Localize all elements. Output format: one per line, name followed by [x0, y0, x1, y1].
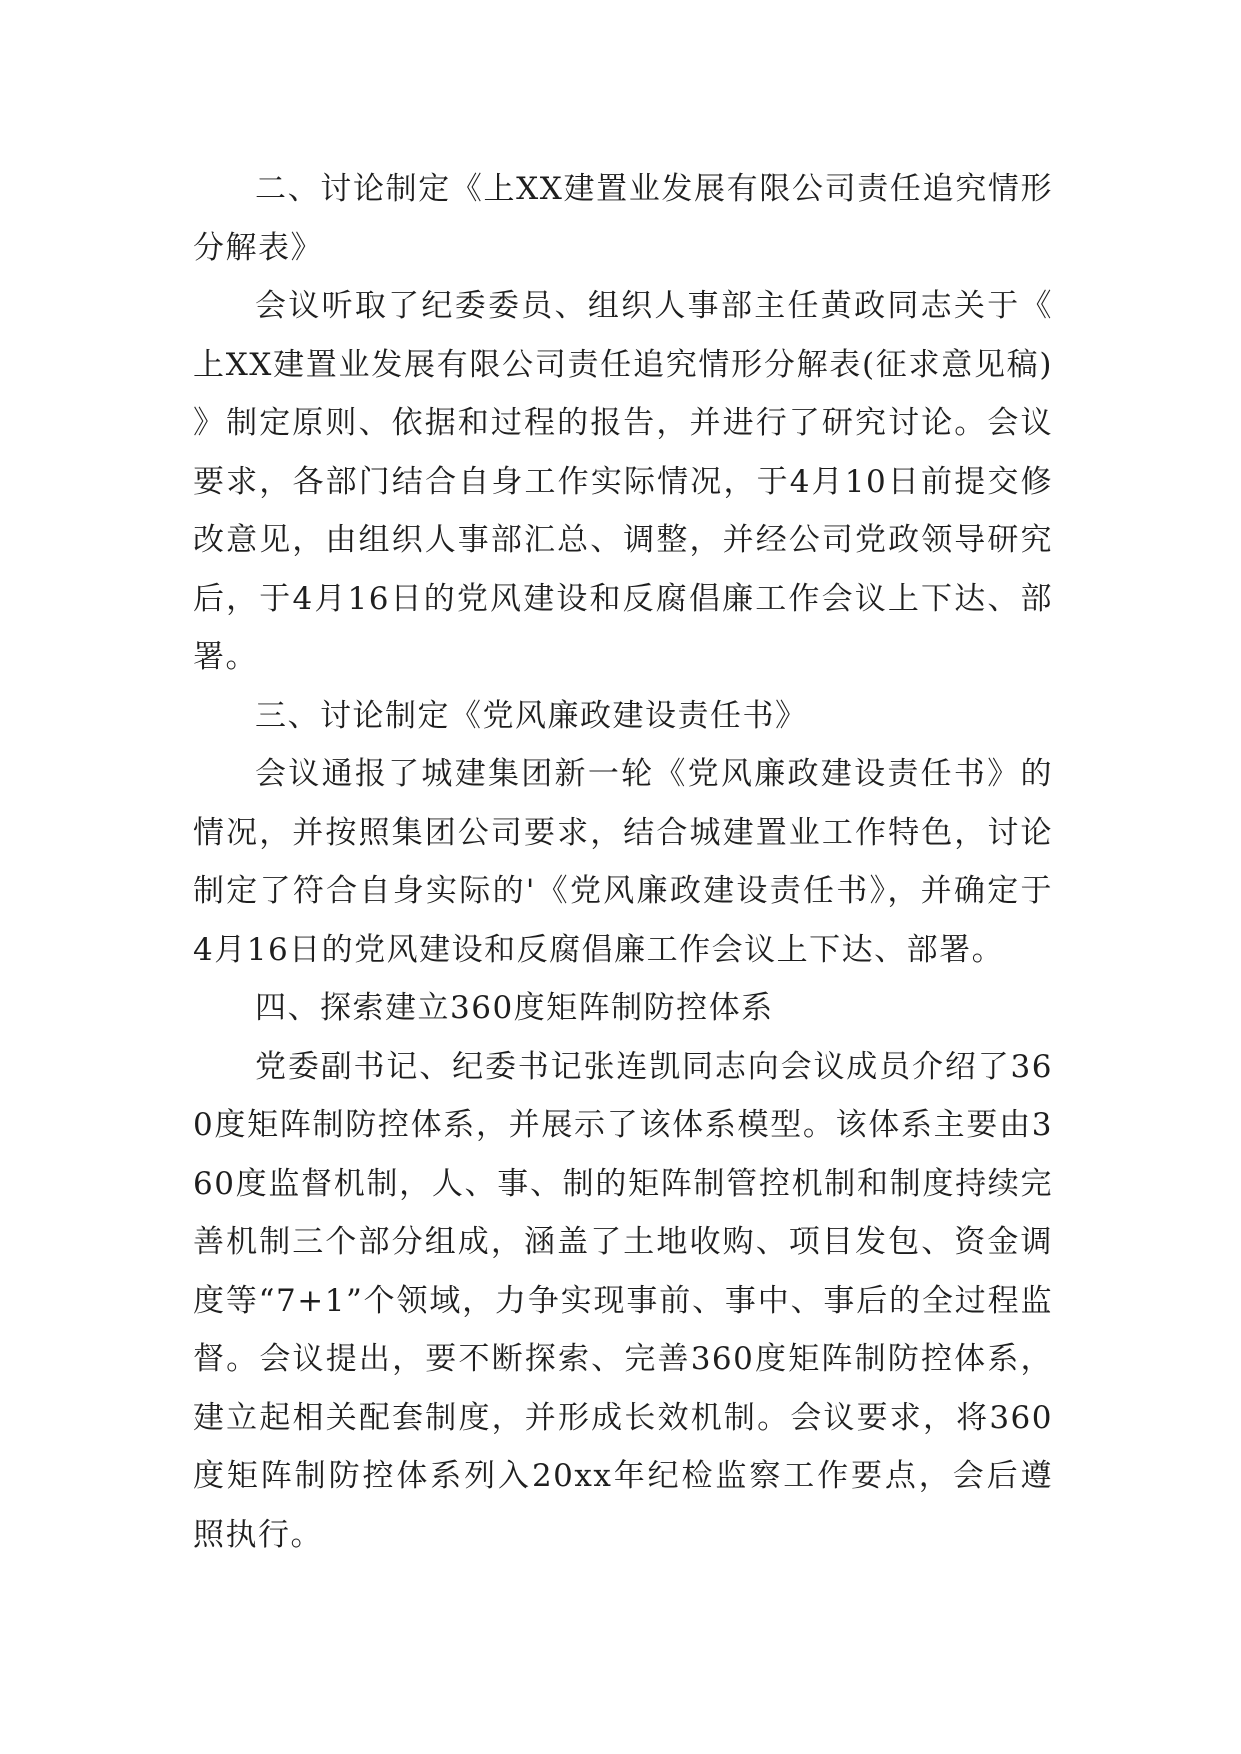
- section-heading-4: 四、探索建立360度矩阵制防控体系: [255, 990, 774, 1026]
- section-heading-3: 三、讨论制定《党风廉政建设责任书》: [255, 697, 808, 734]
- body-paragraph-2: 会议听取了纪委委员、组织人事部主任黄政同志关于《上XX建置业发展有限公司责任追究情形分解表(征求意见稿)》制定原则、依据和过程的报告，并进行了研究讨论。会议要求，各部门结合自身工作实际情况，于4月10日前提交修改意见，由组织人事部汇总、调整，并经公司党政领导研究后，于4月16日的党风建设和反腐倡廉工作会议上下达、部署。: [193, 288, 1053, 675]
- body-paragraph-3: 会议通报了城建集团新一轮《党风廉政建设责任书》的情况，并按照集团公司要求，结合城建置业工作特色，讨论制定了符合自身实际的'《党风廉政建设责任书》，并确定于4月16日的党风建设和反腐倡廉工作会议上下达、部署。: [193, 756, 1053, 968]
- section-heading-2: 二、讨论制定《上XX建置业发展有限公司责任追究情形分解表》: [193, 171, 1053, 266]
- document-body: [193, 160, 1053, 1564]
- body-paragraph-4: 党委副书记、纪委书记张连凯同志向会议成员介绍了360度矩阵制防控体系，并展示了该体系模型。该体系主要由360度监督机制，人、事、制的矩阵制管控机制和制度持续完善机制三个部分组成，涵盖了土地收购、项目发包、资金调度等“7+1”个领域，力争实现事前、事中、事后的全过程监督。会议提出，要不断探索、完善360度矩阵制防控体系，建立起相关配套制度，并形成长效机制。会议要求，将360度矩阵制防控体系列入20xx年纪检监察工作要点，会后遵照执行。: [193, 1048, 1053, 1553]
